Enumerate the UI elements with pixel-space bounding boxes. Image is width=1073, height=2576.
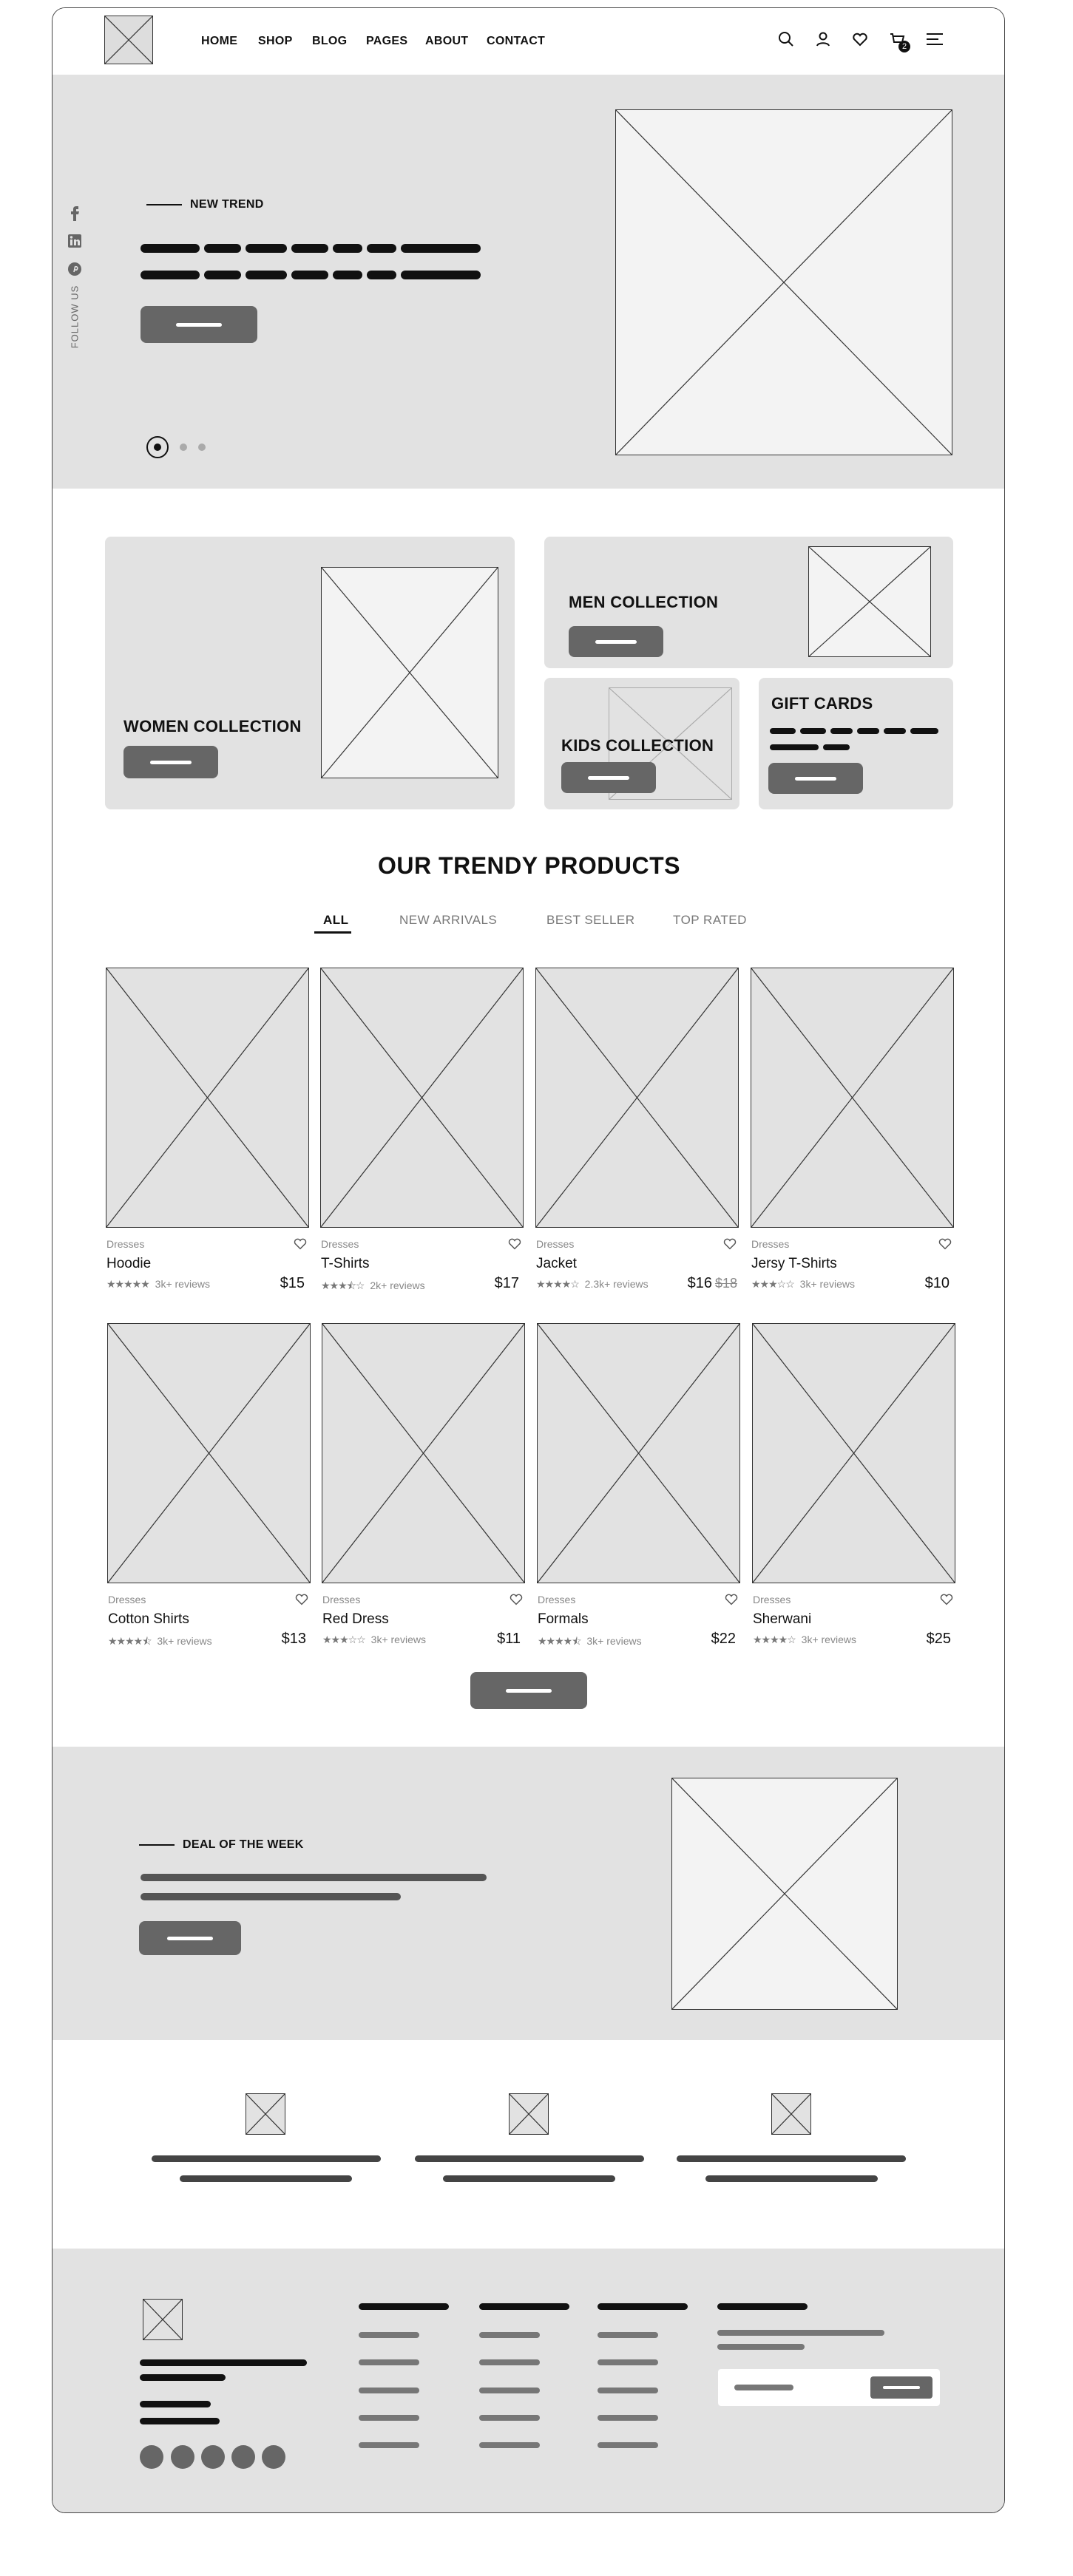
footer-link[interactable]	[359, 2442, 419, 2448]
nav-home[interactable]: HOME	[201, 35, 238, 47]
product-rating	[536, 1278, 649, 1291]
women-collection-button[interactable]	[123, 746, 218, 778]
rating-stars: ★★★★★	[106, 1278, 149, 1290]
product-price: $17	[494, 1275, 519, 1291]
wishlist-heart-icon[interactable]	[507, 1237, 522, 1250]
feature-text-line	[443, 2175, 615, 2182]
newsletter-email-input[interactable]	[734, 2385, 793, 2390]
wishlist-heart-icon[interactable]	[722, 1237, 737, 1250]
hero-cta-button[interactable]	[141, 306, 257, 343]
footer-social-icon[interactable]	[171, 2445, 194, 2469]
deal-eyebrow-line	[139, 1844, 175, 1846]
tab-best-seller[interactable]: BEST SELLER	[546, 913, 635, 927]
product-rating	[538, 1634, 642, 1651]
product-name[interactable]: Jersy T-Shirts	[751, 1256, 837, 1271]
product-price: $25	[926, 1631, 951, 1647]
gift-text-word	[823, 744, 850, 750]
product-category: Dresses	[106, 1238, 145, 1250]
product-card[interactable]	[752, 1323, 955, 1657]
review-count: 3k+ reviews	[799, 1278, 855, 1290]
product-name[interactable]: Jacket	[536, 1256, 577, 1271]
footer-logo[interactable]	[143, 2299, 183, 2340]
footer-link[interactable]	[598, 2359, 658, 2365]
headline-word	[141, 271, 200, 279]
product-category: Dresses	[536, 1238, 575, 1250]
kids-collection-card[interactable]	[544, 678, 739, 809]
hero-eyebrow-line	[146, 204, 182, 205]
features-section	[53, 2040, 1005, 2249]
men-collection-button[interactable]	[569, 626, 663, 657]
rating-stars: ★★★☆☆	[322, 1634, 365, 1645]
gift-cards-title: GIFT CARDS	[771, 694, 873, 713]
wishlist-heart-icon[interactable]	[938, 1237, 952, 1250]
product-rating	[106, 1278, 210, 1291]
product-price: $15	[280, 1275, 305, 1291]
product-image[interactable]	[322, 1323, 525, 1583]
newsletter-form	[718, 2369, 940, 2406]
deal-text-line	[141, 1874, 487, 1881]
footer-social-icon[interactable]	[140, 2445, 163, 2469]
men-collection-title: MEN COLLECTION	[569, 593, 719, 611]
product-category: Dresses	[322, 1594, 361, 1605]
product-price-block	[711, 1631, 739, 1648]
logo[interactable]	[104, 16, 153, 64]
product-rating	[322, 1634, 426, 1646]
gift-text-word	[857, 728, 879, 734]
gift-cards-button[interactable]	[768, 763, 863, 794]
deal-text-line	[141, 1893, 401, 1900]
footer-link[interactable]	[359, 2415, 419, 2421]
tab-all[interactable]: ALL	[323, 913, 349, 927]
product-category: Dresses	[108, 1594, 146, 1605]
footer-link[interactable]	[359, 2388, 419, 2393]
product-name[interactable]: Sherwani	[753, 1611, 812, 1627]
rating-stars: ★★★☆☆	[751, 1278, 794, 1290]
newsletter-subscribe-button[interactable]	[870, 2376, 932, 2399]
product-price: $22	[711, 1631, 736, 1647]
hero-image	[615, 109, 952, 455]
review-count: 3k+ reviews	[370, 1634, 426, 1645]
footer-column-heading	[479, 2303, 569, 2310]
product-category: Dresses	[321, 1238, 359, 1250]
nav-blog[interactable]: BLOG	[312, 35, 348, 47]
user-icon[interactable]	[814, 30, 832, 48]
tab-top-rated[interactable]: TOP RATED	[673, 913, 747, 927]
wishlist-heart-icon[interactable]	[294, 1592, 309, 1605]
footer-link[interactable]	[479, 2332, 540, 2338]
feature-text-line	[705, 2175, 878, 2182]
product-card[interactable]	[320, 968, 524, 1302]
nav-pages[interactable]: PAGES	[366, 35, 408, 47]
product-category: Dresses	[751, 1238, 790, 1250]
product-category: Dresses	[538, 1594, 576, 1605]
feature-text-line	[677, 2155, 906, 2162]
hero-section	[53, 75, 1005, 489]
wishlist-heart-icon[interactable]	[509, 1592, 524, 1605]
feature-text-line	[152, 2155, 381, 2162]
newsletter-text-line	[717, 2344, 805, 2350]
menu-icon[interactable]	[925, 30, 944, 48]
product-old-price: $18	[714, 1276, 737, 1291]
product-card[interactable]	[322, 1323, 525, 1657]
footer-column-heading	[598, 2303, 688, 2310]
deal-eyebrow: DEAL OF THE WEEK	[183, 1838, 304, 1851]
rating-stars: ★★★★☆	[536, 1278, 579, 1290]
women-collection-card[interactable]	[105, 537, 515, 809]
headline-word	[246, 271, 287, 279]
product-image[interactable]	[106, 968, 309, 1228]
linkedin-icon[interactable]	[68, 234, 81, 248]
footer-link[interactable]	[598, 2415, 658, 2421]
product-rating	[321, 1278, 425, 1296]
footer-social-icon[interactable]	[201, 2445, 225, 2469]
gift-text-word	[884, 728, 906, 734]
rating-stars: ★★★★☆	[753, 1634, 796, 1645]
footer-link[interactable]	[598, 2332, 658, 2338]
footer-about-line	[140, 2374, 226, 2381]
headline-word	[367, 271, 396, 279]
headline-word	[141, 244, 200, 253]
headline-word	[291, 271, 328, 279]
product-rating	[751, 1278, 855, 1291]
follow-us-label: FOLLOW US	[69, 285, 81, 349]
kids-collection-title: KIDS COLLECTION	[561, 736, 714, 755]
headline-word	[204, 271, 241, 279]
product-image[interactable]	[320, 968, 524, 1228]
product-image[interactable]	[107, 1323, 311, 1583]
product-image[interactable]	[535, 968, 739, 1228]
review-count: 3k+ reviews	[155, 1278, 210, 1290]
gift-cards-card[interactable]	[759, 678, 953, 809]
slider-dot[interactable]	[180, 444, 187, 451]
headline-word	[204, 244, 241, 253]
product-price-block	[495, 1275, 522, 1292]
slider-dot[interactable]	[198, 444, 206, 451]
review-count: 2k+ reviews	[370, 1279, 425, 1291]
headline-word	[401, 244, 481, 253]
load-more-button[interactable]	[470, 1672, 587, 1709]
product-price: $13	[281, 1631, 306, 1647]
deal-button[interactable]	[139, 1921, 241, 1955]
headline-word	[333, 271, 362, 279]
footer-about-line	[140, 2401, 211, 2407]
headline-word	[367, 244, 396, 253]
product-category: Dresses	[753, 1594, 791, 1605]
pinterest-icon[interactable]	[68, 262, 81, 276]
product-image[interactable]	[752, 1323, 955, 1583]
cart-count-badge: 2	[898, 41, 910, 52]
footer-link[interactable]	[479, 2359, 540, 2365]
product-name[interactable]: Red Dress	[322, 1611, 389, 1627]
newsletter-heading	[717, 2303, 808, 2310]
nav-about[interactable]: ABOUT	[425, 35, 469, 47]
active-tab-underline	[314, 931, 351, 934]
review-count: 3k+ reviews	[801, 1634, 856, 1645]
headline-word	[401, 271, 481, 279]
review-count: 3k+ reviews	[586, 1635, 642, 1647]
tab-new-arrivals[interactable]: NEW ARRIVALS	[399, 913, 498, 927]
wishlist-heart-icon[interactable]	[939, 1592, 954, 1605]
product-image[interactable]	[751, 968, 954, 1228]
product-price-block	[925, 1275, 952, 1292]
women-collection-image	[321, 567, 498, 778]
gift-text-word	[910, 728, 938, 734]
deal-image	[671, 1778, 898, 2010]
gift-text-word	[830, 728, 853, 734]
footer-column-heading	[359, 2303, 449, 2310]
feature-text-line	[415, 2155, 644, 2162]
products-section-title: OUR TRENDY PRODUCTS	[378, 852, 680, 879]
product-rating	[108, 1634, 212, 1651]
nav-contact[interactable]: CONTACT	[487, 35, 546, 47]
product-card[interactable]	[751, 968, 954, 1302]
product-name[interactable]: Hoodie	[106, 1256, 152, 1271]
footer-link[interactable]	[479, 2442, 540, 2448]
product-card[interactable]	[537, 1323, 740, 1657]
footer-about-line	[140, 2418, 220, 2424]
footer-link[interactable]	[359, 2359, 419, 2365]
footer-social-icon[interactable]	[262, 2445, 285, 2469]
footer-link[interactable]	[479, 2415, 540, 2421]
product-price-block	[280, 1275, 308, 1292]
product-name[interactable]: T-Shirts	[321, 1256, 370, 1271]
product-card[interactable]	[107, 1323, 311, 1657]
men-collection-image	[808, 546, 931, 657]
product-price: $11	[497, 1631, 521, 1647]
product-price: $10	[924, 1275, 950, 1291]
wishlist-heart-icon[interactable]	[724, 1592, 739, 1605]
footer-link[interactable]	[598, 2388, 658, 2393]
product-price-block	[497, 1631, 524, 1648]
product-rating	[753, 1634, 856, 1646]
site-header	[53, 8, 1005, 75]
product-name[interactable]: Cotton Shirts	[108, 1611, 189, 1627]
men-collection-card[interactable]	[544, 537, 953, 668]
footer-social-icon[interactable]	[231, 2445, 255, 2469]
rating-stars: ★★★★⯪	[108, 1635, 152, 1647]
feature-text-line	[180, 2175, 352, 2182]
product-price-block	[927, 1631, 954, 1648]
feature-icon	[509, 2093, 549, 2135]
hero-eyebrow: NEW TREND	[190, 198, 264, 211]
footer-link[interactable]	[598, 2442, 658, 2448]
newsletter-text-line	[717, 2330, 884, 2336]
headline-word	[246, 244, 287, 253]
product-image[interactable]	[537, 1323, 740, 1583]
search-icon[interactable]	[777, 30, 795, 48]
women-collection-title: WOMEN COLLECTION	[123, 717, 302, 735]
product-price-block	[282, 1631, 309, 1648]
kids-collection-button[interactable]	[561, 762, 656, 793]
footer-about-line	[140, 2359, 307, 2366]
feature-icon	[246, 2093, 285, 2135]
review-count: 3k+ reviews	[157, 1635, 212, 1647]
footer-link[interactable]	[479, 2388, 540, 2393]
gift-text-word	[800, 728, 826, 734]
wishlist-heart-icon[interactable]	[293, 1237, 308, 1250]
gift-text-word	[770, 728, 796, 734]
deal-section	[53, 1747, 1005, 2040]
rating-stars: ★★★★⯪	[538, 1635, 581, 1647]
review-count: 2.3k+ reviews	[584, 1278, 649, 1290]
facebook-icon[interactable]	[69, 206, 81, 221]
heart-icon[interactable]	[851, 30, 869, 48]
headline-word	[291, 244, 328, 253]
gift-text-word	[770, 744, 819, 750]
slider-dot-active[interactable]	[146, 436, 169, 458]
product-price: $16	[687, 1275, 712, 1291]
product-card[interactable]	[106, 968, 309, 1302]
feature-icon	[771, 2093, 811, 2135]
product-name[interactable]: Formals	[538, 1611, 589, 1627]
headline-word	[333, 244, 362, 253]
product-card[interactable]	[535, 968, 739, 1302]
page-frame	[52, 7, 1005, 2513]
nav-shop[interactable]: SHOP	[258, 35, 293, 47]
product-price-block	[688, 1275, 737, 1292]
rating-stars: ★★★⯪☆	[321, 1279, 365, 1291]
site-footer	[53, 2249, 1005, 2513]
footer-link[interactable]	[359, 2332, 419, 2338]
